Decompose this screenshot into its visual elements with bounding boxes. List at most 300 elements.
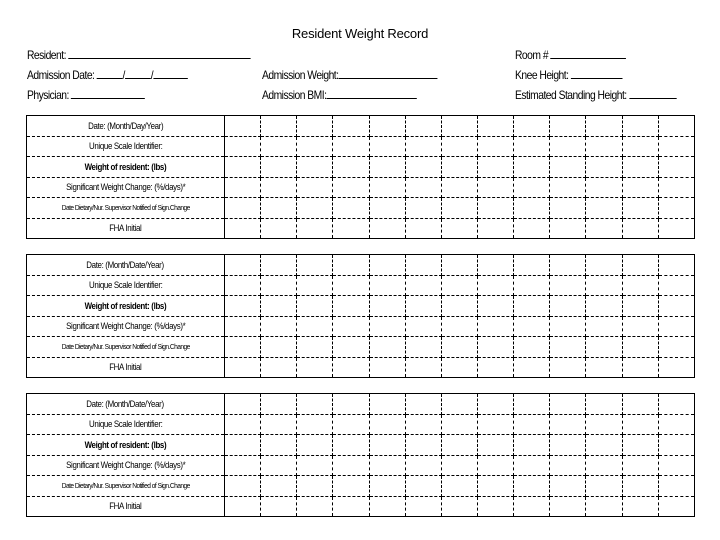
entry-cell[interactable] bbox=[586, 116, 622, 137]
entry-cell[interactable] bbox=[441, 316, 477, 337]
entry-cell[interactable] bbox=[550, 275, 586, 296]
entry-cell[interactable] bbox=[405, 496, 441, 517]
row-label-cell bbox=[27, 337, 225, 358]
table-row bbox=[27, 337, 695, 358]
entry-cell[interactable] bbox=[405, 296, 441, 317]
entry-cell[interactable] bbox=[225, 275, 261, 296]
entry-cell[interactable] bbox=[622, 275, 658, 296]
entry-cell[interactable] bbox=[514, 198, 550, 219]
room-field[interactable] bbox=[515, 47, 626, 62]
entry-cell[interactable] bbox=[405, 275, 441, 296]
entry-cell[interactable] bbox=[261, 476, 297, 497]
entry-cell[interactable] bbox=[405, 357, 441, 378]
entry-cell[interactable] bbox=[225, 255, 261, 276]
entry-cell[interactable] bbox=[405, 255, 441, 276]
entry-cell[interactable] bbox=[477, 455, 513, 476]
entry-cell[interactable] bbox=[477, 337, 513, 358]
entry-cell[interactable] bbox=[658, 177, 694, 198]
entry-cell[interactable] bbox=[586, 357, 622, 378]
entry-cell[interactable] bbox=[514, 476, 550, 497]
entry-cell[interactable] bbox=[405, 157, 441, 178]
entry-cell[interactable] bbox=[297, 316, 333, 337]
entry-cell[interactable] bbox=[225, 394, 261, 415]
row-label-cell bbox=[27, 177, 225, 198]
entry-cell[interactable] bbox=[441, 218, 477, 239]
entry-cell[interactable] bbox=[333, 337, 369, 358]
entry-cell[interactable] bbox=[586, 435, 622, 456]
entry-cell[interactable] bbox=[333, 177, 369, 198]
entry-cell[interactable] bbox=[369, 157, 405, 178]
entry-cell[interactable] bbox=[514, 177, 550, 198]
entry-cell[interactable] bbox=[477, 157, 513, 178]
entry-cell[interactable] bbox=[225, 337, 261, 358]
room-label: Room # bbox=[515, 48, 549, 62]
entry-cell[interactable] bbox=[369, 476, 405, 497]
entry-cell[interactable] bbox=[333, 496, 369, 517]
entry-cell[interactable] bbox=[514, 296, 550, 317]
entry-cell[interactable] bbox=[369, 255, 405, 276]
entry-cell[interactable] bbox=[261, 414, 297, 435]
admission-date-field[interactable] bbox=[27, 67, 187, 82]
entry-cell[interactable] bbox=[261, 177, 297, 198]
entry-cell[interactable] bbox=[477, 357, 513, 378]
entry-cell[interactable] bbox=[261, 496, 297, 517]
entry-cell[interactable] bbox=[369, 455, 405, 476]
entry-cell[interactable] bbox=[622, 357, 658, 378]
entry-cell[interactable] bbox=[514, 357, 550, 378]
row-label-cell bbox=[27, 218, 225, 239]
entry-cell[interactable] bbox=[658, 435, 694, 456]
entry-cell[interactable] bbox=[658, 116, 694, 137]
entry-cell[interactable] bbox=[658, 136, 694, 157]
entry-cell[interactable] bbox=[622, 476, 658, 497]
admission-weight-field[interactable] bbox=[262, 67, 437, 82]
table-row bbox=[27, 455, 695, 476]
entry-cell[interactable] bbox=[477, 476, 513, 497]
entry-cell[interactable] bbox=[550, 414, 586, 435]
entry-cell[interactable] bbox=[658, 394, 694, 415]
entry-cell[interactable] bbox=[405, 414, 441, 435]
table-row bbox=[27, 255, 695, 276]
room-line[interactable] bbox=[550, 47, 626, 59]
table-row bbox=[27, 116, 695, 137]
entry-cell[interactable] bbox=[441, 198, 477, 219]
weight-record-block bbox=[26, 254, 695, 378]
entry-cell[interactable] bbox=[477, 435, 513, 456]
row-label: Date: (Month/Date/Year) bbox=[86, 259, 165, 270]
entry-cell[interactable] bbox=[658, 255, 694, 276]
entry-cell[interactable] bbox=[514, 435, 550, 456]
entry-cell[interactable] bbox=[586, 136, 622, 157]
entry-cell[interactable] bbox=[514, 496, 550, 517]
entry-cell[interactable] bbox=[477, 296, 513, 317]
row-label-cell bbox=[27, 435, 225, 456]
entry-cell[interactable] bbox=[441, 255, 477, 276]
entry-cell[interactable] bbox=[550, 157, 586, 178]
entry-cell[interactable] bbox=[658, 157, 694, 178]
entry-cell[interactable] bbox=[477, 394, 513, 415]
table-row bbox=[27, 218, 695, 239]
entry-cell[interactable] bbox=[333, 218, 369, 239]
entry-cell[interactable] bbox=[658, 316, 694, 337]
entry-cell[interactable] bbox=[550, 116, 586, 137]
entry-cell[interactable] bbox=[658, 476, 694, 497]
entry-cell[interactable] bbox=[261, 157, 297, 178]
entry-cell[interactable] bbox=[333, 116, 369, 137]
entry-cell[interactable] bbox=[297, 198, 333, 219]
entry-cell[interactable] bbox=[369, 177, 405, 198]
row-label: Date Dietary/Nur. Supervisor Notified of Sign.Change bbox=[61, 481, 190, 491]
row-label: FHA Initial bbox=[109, 362, 142, 373]
entry-cell[interactable] bbox=[622, 394, 658, 415]
date-separator: / bbox=[122, 68, 125, 82]
row-label-cell bbox=[27, 198, 225, 219]
entry-cell[interactable] bbox=[405, 198, 441, 219]
row-label-cell bbox=[27, 414, 225, 435]
entry-cell[interactable] bbox=[586, 476, 622, 497]
entry-cell[interactable] bbox=[622, 177, 658, 198]
entry-cell[interactable] bbox=[333, 296, 369, 317]
entry-cell[interactable] bbox=[441, 136, 477, 157]
entry-cell[interactable] bbox=[405, 177, 441, 198]
entry-cell[interactable] bbox=[441, 455, 477, 476]
entry-cell[interactable] bbox=[477, 414, 513, 435]
entry-cell[interactable] bbox=[658, 296, 694, 317]
entry-cell[interactable] bbox=[441, 275, 477, 296]
entry-cell[interactable] bbox=[477, 255, 513, 276]
entry-cell[interactable] bbox=[514, 455, 550, 476]
entry-cell[interactable] bbox=[369, 136, 405, 157]
entry-cell[interactable] bbox=[441, 496, 477, 517]
entry-cell[interactable] bbox=[225, 476, 261, 497]
entry-cell[interactable] bbox=[658, 337, 694, 358]
entry-cell[interactable] bbox=[622, 198, 658, 219]
entry-cell[interactable] bbox=[333, 435, 369, 456]
entry-cell[interactable] bbox=[333, 157, 369, 178]
physician-field[interactable] bbox=[27, 87, 145, 102]
entry-cell[interactable] bbox=[622, 296, 658, 317]
admission-bmi-field[interactable] bbox=[262, 87, 417, 102]
entry-cell[interactable] bbox=[261, 136, 297, 157]
entry-cell[interactable] bbox=[333, 275, 369, 296]
entry-cell[interactable] bbox=[550, 136, 586, 157]
entry-cell[interactable] bbox=[333, 394, 369, 415]
entry-cell[interactable] bbox=[550, 337, 586, 358]
entry-cell[interactable] bbox=[550, 357, 586, 378]
entry-cell[interactable] bbox=[369, 337, 405, 358]
entry-cell[interactable] bbox=[405, 435, 441, 456]
entry-cell[interactable] bbox=[477, 316, 513, 337]
entry-cell[interactable] bbox=[333, 255, 369, 276]
entry-cell[interactable] bbox=[586, 275, 622, 296]
knee-height-field[interactable] bbox=[515, 67, 622, 82]
entry-cell[interactable] bbox=[658, 496, 694, 517]
entry-cell[interactable] bbox=[622, 455, 658, 476]
entry-cell[interactable] bbox=[441, 337, 477, 358]
entry-cell[interactable] bbox=[586, 157, 622, 178]
entry-cell[interactable] bbox=[441, 177, 477, 198]
entry-cell[interactable] bbox=[225, 177, 261, 198]
entry-cell[interactable] bbox=[261, 255, 297, 276]
entry-cell[interactable] bbox=[261, 455, 297, 476]
entry-cell[interactable] bbox=[586, 218, 622, 239]
row-label: Significant Weight Change: (%/days)* bbox=[65, 321, 186, 332]
entry-cell[interactable] bbox=[586, 255, 622, 276]
entry-cell[interactable] bbox=[586, 177, 622, 198]
entry-cell[interactable] bbox=[405, 476, 441, 497]
entry-cell[interactable] bbox=[369, 116, 405, 137]
entry-cell[interactable] bbox=[297, 136, 333, 157]
entry-cell[interactable] bbox=[297, 157, 333, 178]
entry-cell[interactable] bbox=[261, 337, 297, 358]
row-label-cell bbox=[27, 275, 225, 296]
entry-cell[interactable] bbox=[658, 414, 694, 435]
entry-cell[interactable] bbox=[405, 136, 441, 157]
table-row bbox=[27, 296, 695, 317]
entry-cell[interactable] bbox=[333, 198, 369, 219]
entry-cell[interactable] bbox=[514, 275, 550, 296]
entry-cell[interactable] bbox=[333, 414, 369, 435]
row-label: Date: (Month/Date/Year) bbox=[86, 398, 165, 409]
admission-month-line[interactable] bbox=[97, 67, 123, 79]
entry-cell[interactable] bbox=[405, 116, 441, 137]
resident-line[interactable] bbox=[68, 47, 250, 59]
entry-cell[interactable] bbox=[369, 357, 405, 378]
table-row bbox=[27, 316, 695, 337]
entry-cell[interactable] bbox=[477, 177, 513, 198]
row-label-cell bbox=[27, 455, 225, 476]
entry-cell[interactable] bbox=[514, 218, 550, 239]
entry-cell[interactable] bbox=[225, 198, 261, 219]
entry-cell[interactable] bbox=[333, 136, 369, 157]
entry-cell[interactable] bbox=[514, 394, 550, 415]
table-row bbox=[27, 476, 695, 497]
entry-cell[interactable] bbox=[297, 435, 333, 456]
date-separator: / bbox=[150, 68, 154, 82]
entry-cell[interactable] bbox=[225, 157, 261, 178]
entry-cell[interactable] bbox=[297, 394, 333, 415]
physician-label: Physician: bbox=[27, 88, 69, 102]
entry-cell[interactable] bbox=[225, 296, 261, 317]
entry-cell[interactable] bbox=[550, 296, 586, 317]
entry-cell[interactable] bbox=[297, 296, 333, 317]
table-row bbox=[27, 394, 695, 415]
entry-cell[interactable] bbox=[658, 357, 694, 378]
knee-height-line[interactable] bbox=[571, 67, 623, 79]
entry-cell[interactable] bbox=[586, 455, 622, 476]
standing-height-label: Estimated Standing Height: bbox=[515, 88, 627, 102]
entry-cell[interactable] bbox=[297, 496, 333, 517]
entry-cell[interactable] bbox=[586, 337, 622, 358]
entry-cell[interactable] bbox=[622, 136, 658, 157]
entry-cell[interactable] bbox=[622, 496, 658, 517]
entry-cell[interactable] bbox=[261, 116, 297, 137]
table-row bbox=[27, 157, 695, 178]
entry-cell[interactable] bbox=[441, 414, 477, 435]
entry-cell[interactable] bbox=[261, 218, 297, 239]
resident-field[interactable] bbox=[27, 47, 251, 62]
entry-cell[interactable] bbox=[297, 177, 333, 198]
entry-cell[interactable] bbox=[622, 414, 658, 435]
entry-cell[interactable] bbox=[297, 337, 333, 358]
entry-cell[interactable] bbox=[514, 116, 550, 137]
entry-cell[interactable] bbox=[225, 496, 261, 517]
entry-cell[interactable] bbox=[369, 275, 405, 296]
table-row bbox=[27, 275, 695, 296]
entry-cell[interactable] bbox=[297, 275, 333, 296]
entry-cell[interactable] bbox=[550, 316, 586, 337]
entry-cell[interactable] bbox=[586, 296, 622, 317]
entry-cell[interactable] bbox=[514, 316, 550, 337]
entry-cell[interactable] bbox=[225, 116, 261, 137]
row-label: Unique Scale Identifier: bbox=[88, 280, 163, 291]
entry-cell[interactable] bbox=[658, 198, 694, 219]
entry-cell[interactable] bbox=[622, 218, 658, 239]
entry-cell[interactable] bbox=[586, 198, 622, 219]
entry-cell[interactable] bbox=[514, 255, 550, 276]
admission-day-line[interactable] bbox=[125, 67, 151, 79]
entry-cell[interactable] bbox=[261, 357, 297, 378]
entry-cell[interactable] bbox=[586, 394, 622, 415]
entry-cell[interactable] bbox=[441, 357, 477, 378]
entry-cell[interactable] bbox=[405, 394, 441, 415]
admission-weight-line[interactable] bbox=[338, 67, 437, 79]
admission-bmi-line[interactable] bbox=[326, 87, 416, 99]
entry-cell[interactable] bbox=[550, 394, 586, 415]
entry-cell[interactable] bbox=[297, 455, 333, 476]
entry-cell[interactable] bbox=[622, 316, 658, 337]
entry-cell[interactable] bbox=[477, 136, 513, 157]
entry-cell[interactable] bbox=[297, 476, 333, 497]
table-row bbox=[27, 198, 695, 219]
entry-cell[interactable] bbox=[261, 316, 297, 337]
row-label-cell bbox=[27, 316, 225, 337]
entry-cell[interactable] bbox=[477, 116, 513, 137]
entry-cell[interactable] bbox=[477, 496, 513, 517]
entry-cell[interactable] bbox=[333, 357, 369, 378]
entry-cell[interactable] bbox=[225, 455, 261, 476]
entry-cell[interactable] bbox=[333, 476, 369, 497]
entry-cell[interactable] bbox=[405, 218, 441, 239]
entry-cell[interactable] bbox=[477, 275, 513, 296]
entry-cell[interactable] bbox=[369, 435, 405, 456]
entry-cell[interactable] bbox=[622, 337, 658, 358]
table-row bbox=[27, 435, 695, 456]
entry-cell[interactable] bbox=[405, 316, 441, 337]
entry-cell[interactable] bbox=[405, 337, 441, 358]
entry-cell[interactable] bbox=[225, 218, 261, 239]
entry-cell[interactable] bbox=[550, 218, 586, 239]
entry-cell[interactable] bbox=[550, 177, 586, 198]
entry-cell[interactable] bbox=[225, 316, 261, 337]
entry-cell[interactable] bbox=[261, 296, 297, 317]
standing-height-field[interactable] bbox=[515, 87, 676, 102]
entry-cell[interactable] bbox=[261, 198, 297, 219]
entry-cell[interactable] bbox=[225, 136, 261, 157]
entry-cell[interactable] bbox=[297, 357, 333, 378]
entry-cell[interactable] bbox=[622, 435, 658, 456]
table-row bbox=[27, 136, 695, 157]
row-label-cell bbox=[27, 357, 225, 378]
entry-cell[interactable] bbox=[261, 275, 297, 296]
entry-cell[interactable] bbox=[622, 157, 658, 178]
entry-cell[interactable] bbox=[514, 337, 550, 358]
entry-cell[interactable] bbox=[586, 496, 622, 517]
entry-cell[interactable] bbox=[441, 116, 477, 137]
table-row bbox=[27, 177, 695, 198]
row-label-cell bbox=[27, 136, 225, 157]
admission-bmi-label: Admission BMI: bbox=[262, 88, 327, 102]
entry-cell[interactable] bbox=[261, 394, 297, 415]
entry-cell[interactable] bbox=[477, 218, 513, 239]
entry-cell[interactable] bbox=[550, 198, 586, 219]
entry-cell[interactable] bbox=[441, 476, 477, 497]
entry-cell[interactable] bbox=[369, 414, 405, 435]
entry-cell[interactable] bbox=[550, 435, 586, 456]
entry-cell[interactable] bbox=[622, 116, 658, 137]
entry-cell[interactable] bbox=[225, 414, 261, 435]
standing-height-line[interactable] bbox=[629, 87, 676, 99]
entry-cell[interactable] bbox=[550, 455, 586, 476]
entry-cell[interactable] bbox=[586, 316, 622, 337]
entry-cell[interactable] bbox=[297, 218, 333, 239]
entry-cell[interactable] bbox=[550, 496, 586, 517]
entry-cell[interactable] bbox=[261, 435, 297, 456]
entry-cell[interactable] bbox=[297, 255, 333, 276]
admission-year-line[interactable] bbox=[153, 67, 187, 79]
entry-cell[interactable] bbox=[225, 435, 261, 456]
entry-cell[interactable] bbox=[550, 476, 586, 497]
entry-cell[interactable] bbox=[550, 255, 586, 276]
entry-cell[interactable] bbox=[333, 316, 369, 337]
resident-label: Resident: bbox=[27, 48, 66, 62]
admission-date-label: Admission Date: bbox=[27, 68, 95, 82]
entry-cell[interactable] bbox=[369, 394, 405, 415]
weight-record-block bbox=[26, 393, 695, 517]
entry-cell[interactable] bbox=[441, 296, 477, 317]
entry-cell[interactable] bbox=[441, 157, 477, 178]
entry-cell[interactable] bbox=[514, 414, 550, 435]
entry-cell[interactable] bbox=[586, 414, 622, 435]
row-label-cell bbox=[27, 496, 225, 517]
entry-cell[interactable] bbox=[333, 455, 369, 476]
row-label: Unique Scale Identifier: bbox=[88, 419, 163, 430]
row-label-cell bbox=[27, 476, 225, 497]
entry-cell[interactable] bbox=[369, 296, 405, 317]
entry-cell[interactable] bbox=[622, 255, 658, 276]
entry-cell[interactable] bbox=[225, 357, 261, 378]
entry-cell[interactable] bbox=[441, 435, 477, 456]
entry-cell[interactable] bbox=[297, 414, 333, 435]
row-label: Weight of resident: (lbs) bbox=[84, 161, 167, 172]
entry-cell[interactable] bbox=[514, 157, 550, 178]
entry-cell[interactable] bbox=[297, 116, 333, 137]
physician-line[interactable] bbox=[71, 87, 145, 99]
entry-cell[interactable] bbox=[369, 218, 405, 239]
entry-cell[interactable] bbox=[441, 394, 477, 415]
entry-cell[interactable] bbox=[658, 455, 694, 476]
row-label: Weight of resident: (lbs) bbox=[84, 439, 167, 450]
entry-cell[interactable] bbox=[514, 136, 550, 157]
entry-cell[interactable] bbox=[369, 198, 405, 219]
entry-cell[interactable] bbox=[658, 218, 694, 239]
entry-cell[interactable] bbox=[477, 198, 513, 219]
entry-cell[interactable] bbox=[658, 275, 694, 296]
entry-cell[interactable] bbox=[369, 316, 405, 337]
entry-cell[interactable] bbox=[405, 455, 441, 476]
row-label: Significant Weight Change: (%/days)* bbox=[65, 182, 186, 193]
entry-cell[interactable] bbox=[369, 496, 405, 517]
